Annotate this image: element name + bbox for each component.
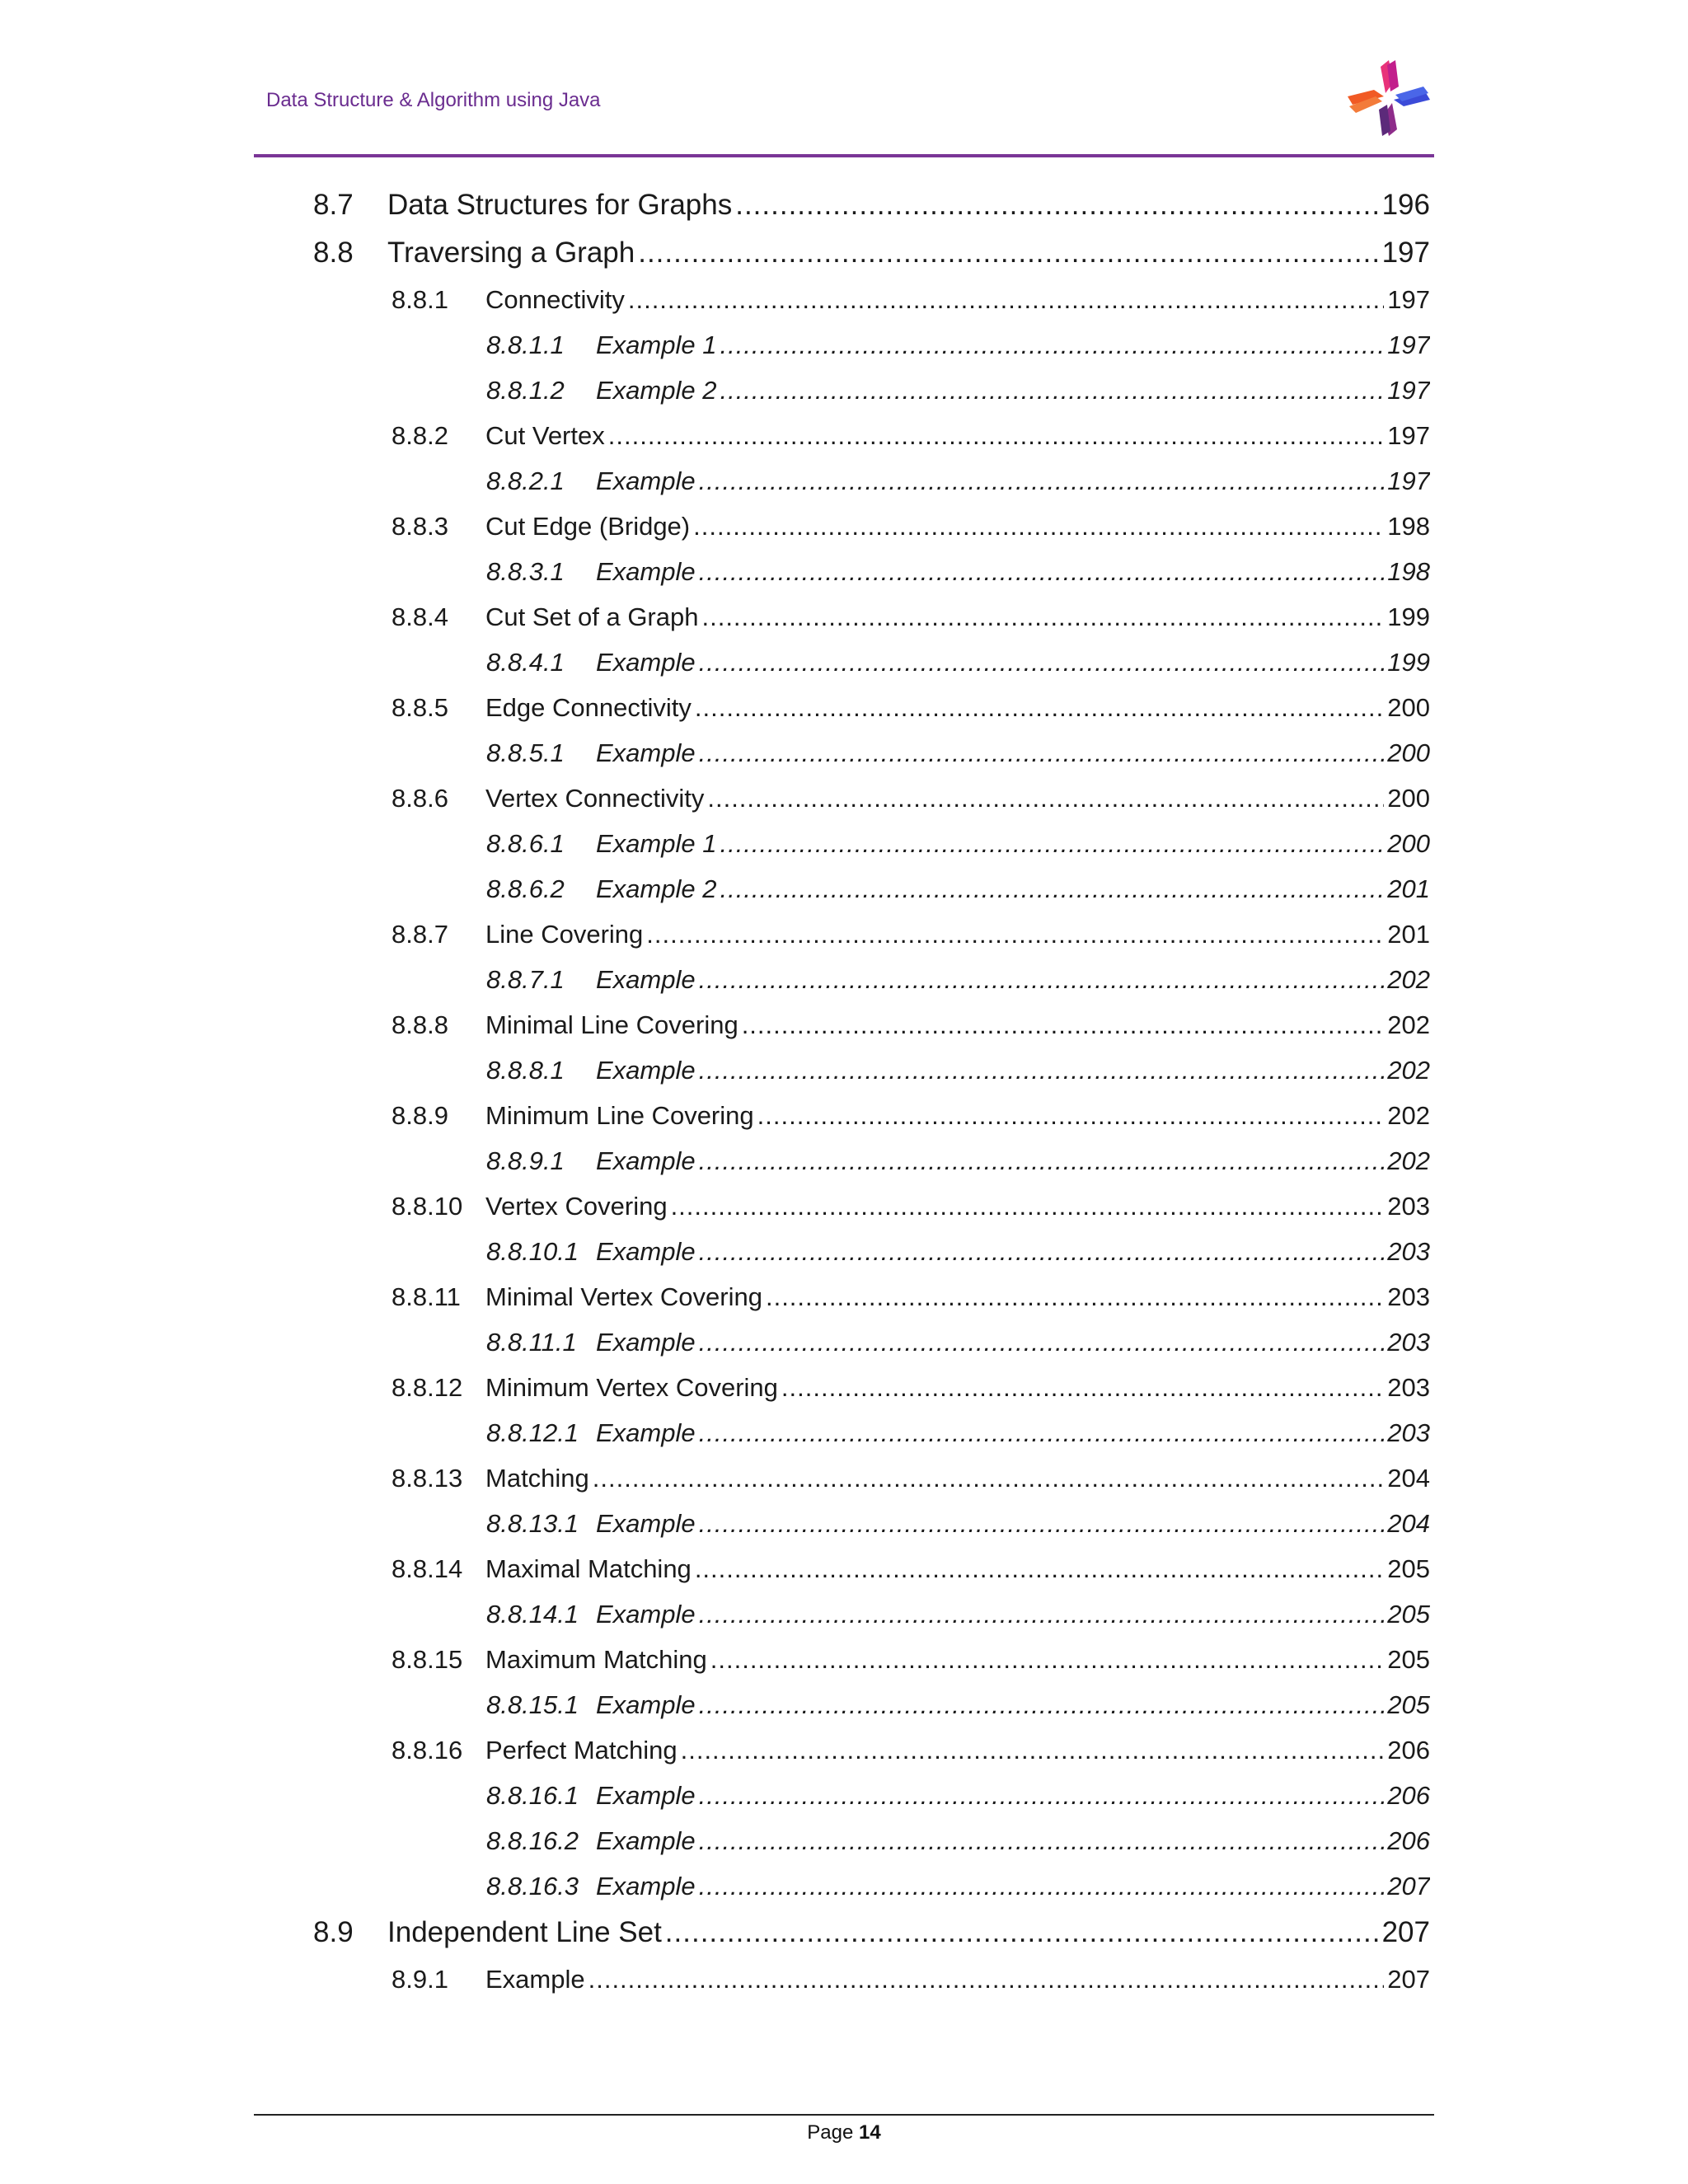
toc-entry-page: 197 — [1381, 237, 1430, 269]
toc-entry-title: Example — [596, 1146, 696, 1175]
toc-entry[interactable] — [313, 866, 1430, 912]
toc-entry-page: 200 — [1387, 738, 1430, 767]
toc-entry-title: Perfect Matching — [485, 1736, 678, 1765]
toc-entry[interactable] — [313, 1909, 1430, 1957]
toc-entry[interactable] — [313, 1682, 1430, 1727]
toc-dot-leader — [710, 1637, 1385, 1682]
toc-entry-number: 8.8.10 — [392, 1192, 463, 1221]
toc-entry-title: Data Structures for Graphs — [387, 189, 733, 221]
page-number: 14 — [859, 2121, 881, 2144]
toc-entry-number: 8.8.14 — [392, 1554, 463, 1583]
toc-entry-number: 8.8.13.1 — [486, 1509, 579, 1538]
toc-entry-number: 8.8.2.1 — [486, 466, 565, 495]
header-divider — [254, 154, 1434, 157]
toc-entry-page: 200 — [1387, 693, 1430, 722]
toc-entry-title: Example 1 — [596, 829, 717, 858]
toc-entry[interactable] — [313, 1002, 1430, 1047]
toc-entry[interactable] — [313, 1274, 1430, 1319]
toc-entry-title: Example — [596, 1237, 696, 1266]
toc-entry-title: Independent Line Set — [387, 1916, 662, 1948]
toc-entry-title: Example — [485, 1965, 585, 1994]
toc-entry-title: Minimal Line Covering — [485, 1010, 738, 1039]
toc-entry-page: 203 — [1387, 1237, 1430, 1266]
toc-entry-page: 206 — [1387, 1826, 1430, 1855]
toc-dot-leader — [646, 912, 1384, 957]
toc-entry-page: 201 — [1387, 874, 1430, 903]
toc-entry[interactable] — [313, 1455, 1430, 1501]
toc-entry[interactable] — [313, 1818, 1430, 1863]
toc-entry[interactable] — [313, 1410, 1430, 1455]
page-number-footer — [0, 2121, 1688, 2144]
toc-entry-title: Maximum Matching — [485, 1645, 707, 1674]
toc-entry-page: 203 — [1387, 1192, 1430, 1221]
toc-entry-number: 8.8.8.1 — [486, 1056, 565, 1085]
toc-entry-title: Connectivity — [485, 285, 625, 314]
toc-entry-number: 8.8.12.1 — [486, 1418, 579, 1447]
toc-entry[interactable] — [313, 1319, 1430, 1365]
toc-entry-number: 8.8.5 — [392, 693, 448, 722]
toc-entry-number: 8.8.9.1 — [486, 1146, 565, 1175]
toc-dot-leader — [720, 322, 1384, 368]
toc-entry[interactable] — [313, 504, 1430, 549]
toc-entry-page: 203 — [1387, 1373, 1430, 1402]
toc-entry-title: Example 2 — [596, 874, 717, 903]
toc-entry[interactable] — [313, 1546, 1430, 1591]
toc-entry-page: 205 — [1387, 1690, 1430, 1719]
toc-entry-page: 205 — [1387, 1600, 1430, 1629]
toc-dot-leader — [695, 685, 1384, 730]
toc-entry-page: 203 — [1387, 1282, 1430, 1311]
toc-entry[interactable] — [313, 1727, 1430, 1773]
toc-entry[interactable] — [313, 229, 1430, 277]
toc-entry[interactable] — [313, 594, 1430, 640]
toc-entry-page: 202 — [1387, 1101, 1430, 1130]
toc-dot-leader — [707, 776, 1384, 821]
toc-entry-page: 204 — [1387, 1464, 1430, 1493]
toc-entry-page: 202 — [1387, 1010, 1430, 1039]
toc-dot-leader — [699, 640, 1385, 685]
toc-entry-page: 203 — [1387, 1418, 1430, 1447]
toc-entry-title: Example — [596, 1600, 696, 1629]
toc-entry-number: 8.8.3.1 — [486, 557, 565, 586]
toc-dot-leader — [638, 229, 1378, 277]
toc-dot-leader — [628, 277, 1384, 322]
toc-dot-leader — [693, 504, 1384, 549]
publisher-logo-icon — [1343, 53, 1434, 143]
toc-entry-page: 200 — [1387, 784, 1430, 813]
toc-entry-title: Traversing a Graph — [387, 237, 635, 269]
toc-entry[interactable] — [313, 368, 1430, 413]
toc-entry[interactable] — [313, 413, 1430, 458]
toc-entry-number: 8.8.11.1 — [486, 1328, 577, 1357]
toc-dot-leader — [699, 1818, 1385, 1863]
toc-entry-page: 204 — [1387, 1509, 1430, 1538]
toc-entry-number: 8.8.6 — [392, 784, 448, 813]
toc-entry-number: 8.9.1 — [392, 1965, 448, 1994]
toc-entry-number: 8.9 — [313, 1916, 354, 1948]
toc-entry-number: 8.8.13 — [392, 1464, 463, 1493]
toc-entry-page: 197 — [1387, 466, 1430, 495]
toc-entry-page: 200 — [1387, 829, 1430, 858]
toc-dot-leader — [699, 957, 1385, 1002]
toc-entry-number: 8.8.16 — [392, 1736, 463, 1765]
toc-entry-number: 8.8.1 — [392, 285, 448, 314]
toc-entry-title: Cut Edge (Bridge) — [485, 512, 691, 541]
toc-entry[interactable] — [313, 730, 1430, 776]
toc-entry-number: 8.8.11 — [392, 1282, 461, 1311]
toc-dot-leader — [699, 1229, 1385, 1274]
toc-entry-number: 8.8.1.2 — [486, 376, 565, 405]
toc-entry[interactable] — [313, 458, 1430, 504]
toc-entry-page: 197 — [1387, 330, 1430, 359]
toc-entry-title: Vertex Covering — [485, 1192, 668, 1221]
toc-entry[interactable] — [313, 1047, 1430, 1093]
toc-entry-number: 8.8.6.2 — [486, 874, 565, 903]
toc-entry-title: Maximal Matching — [485, 1554, 692, 1583]
toc-entry-number: 8.8.15 — [392, 1645, 463, 1674]
toc-entry-title: Example — [596, 1690, 696, 1719]
toc-dot-leader — [588, 1957, 1385, 2002]
toc-entry-title: Cut Set of a Graph — [485, 602, 699, 631]
toc-entry-number: 8.8.16.2 — [486, 1826, 579, 1855]
toc-entry-title: Matching — [485, 1464, 589, 1493]
toc-entry-title: Cut Vertex — [485, 421, 605, 450]
toc-dot-leader — [701, 594, 1384, 640]
toc-entry-title: Example — [596, 738, 696, 767]
toc-dot-leader — [720, 368, 1384, 413]
toc-entry-page: 205 — [1387, 1554, 1430, 1583]
toc-dot-leader — [699, 1410, 1385, 1455]
toc-entry-title: Minimum Vertex Covering — [485, 1373, 778, 1402]
toc-dot-leader — [699, 458, 1385, 504]
toc-dot-leader — [699, 1047, 1385, 1093]
toc-dot-leader — [766, 1274, 1384, 1319]
toc-dot-leader — [699, 1501, 1385, 1546]
toc-entry[interactable] — [313, 1501, 1430, 1546]
toc-entry-page: 199 — [1387, 602, 1430, 631]
toc-dot-leader — [735, 181, 1378, 229]
toc-dot-leader — [699, 730, 1385, 776]
toc-entry-number: 8.8.7.1 — [486, 965, 565, 994]
toc-entry[interactable] — [313, 181, 1430, 229]
toc-entry-title: Edge Connectivity — [485, 693, 692, 722]
toc-entry-number: 8.8.15.1 — [486, 1690, 579, 1719]
toc-entry-page: 201 — [1387, 920, 1430, 949]
toc-dot-leader — [593, 1455, 1384, 1501]
toc-entry-title: Vertex Connectivity — [485, 784, 705, 813]
toc-entry-page: 202 — [1387, 1146, 1430, 1175]
toc-dot-leader — [608, 413, 1385, 458]
toc-dot-leader — [781, 1365, 1384, 1410]
toc-entry-number: 8.8.8 — [392, 1010, 448, 1039]
toc-entry[interactable] — [313, 1229, 1430, 1274]
toc-entry[interactable] — [313, 1637, 1430, 1682]
toc-entry-title: Example — [596, 1826, 696, 1855]
toc-dot-leader — [665, 1909, 1379, 1957]
toc-entry-page: 198 — [1387, 557, 1430, 586]
toc-entry-number: 8.8.5.1 — [486, 738, 565, 767]
toc-entry[interactable] — [313, 1138, 1430, 1183]
toc-entry-title: Minimum Line Covering — [485, 1101, 754, 1130]
document-title: Data Structure & Algorithm using Java — [266, 89, 601, 111]
toc-entry-number: 8.8.7 — [392, 920, 448, 949]
toc-entry-title: Minimal Vertex Covering — [485, 1282, 762, 1311]
toc-entry-page: 206 — [1387, 1736, 1430, 1765]
toc-entry-page: 203 — [1387, 1328, 1430, 1357]
toc-entry-number: 8.8.6.1 — [486, 829, 565, 858]
page-label: Page — [807, 2121, 854, 2144]
toc-dot-leader — [699, 1773, 1385, 1818]
toc-dot-leader — [720, 821, 1384, 866]
toc-entry[interactable] — [313, 1183, 1430, 1229]
toc-entry-page: 196 — [1381, 189, 1430, 221]
toc-entry-page: 207 — [1387, 1872, 1430, 1900]
toc-entry-title: Example — [596, 1328, 696, 1357]
toc-entry-title: Example 2 — [596, 376, 717, 405]
toc-dot-leader — [671, 1183, 1385, 1229]
toc-entry[interactable] — [313, 1591, 1430, 1637]
toc-entry-title: Example — [596, 557, 696, 586]
toc-entry-number: 8.8.16.1 — [486, 1781, 579, 1810]
toc-entry[interactable] — [313, 1093, 1430, 1138]
toc-entry-number: 8.8.3 — [392, 512, 448, 541]
toc-entry-page: 198 — [1387, 512, 1430, 541]
toc-dot-leader — [720, 866, 1384, 912]
toc-entry-page: 199 — [1387, 648, 1430, 677]
toc-entry-title: Example — [596, 1056, 696, 1085]
toc-entry[interactable] — [313, 322, 1430, 368]
toc-entry-number: 8.8.10.1 — [486, 1237, 579, 1266]
toc-entry[interactable] — [313, 277, 1430, 322]
toc-dot-leader — [699, 1138, 1385, 1183]
toc-entry-title: Example — [596, 1509, 696, 1538]
toc-entry[interactable] — [313, 1957, 1430, 2002]
toc-entry-title: Example 1 — [596, 330, 717, 359]
toc-entry-title: Line Covering — [485, 920, 644, 949]
toc-entry-number: 8.8.14.1 — [486, 1600, 579, 1629]
toc-dot-leader — [699, 1682, 1385, 1727]
table-of-contents — [313, 181, 1430, 2002]
toc-entry-page: 202 — [1387, 965, 1430, 994]
toc-dot-leader — [757, 1093, 1385, 1138]
toc-entry-number: 8.8.16.3 — [486, 1872, 579, 1900]
toc-entry[interactable] — [313, 912, 1430, 957]
toc-entry[interactable] — [313, 549, 1430, 594]
toc-dot-leader — [699, 1863, 1385, 1909]
toc-dot-leader — [695, 1546, 1384, 1591]
toc-entry-page: 197 — [1387, 285, 1430, 314]
toc-entry-number: 8.8.4 — [392, 602, 448, 631]
toc-entry[interactable] — [313, 957, 1430, 1002]
toc-entry-page: 197 — [1387, 376, 1430, 405]
toc-entry-title: Example — [596, 965, 696, 994]
toc-entry-page: 206 — [1387, 1781, 1430, 1810]
toc-entry-number: 8.8.4.1 — [486, 648, 565, 677]
toc-entry[interactable] — [313, 1773, 1430, 1818]
toc-entry[interactable] — [313, 1365, 1430, 1410]
toc-entry-number: 8.8.1.1 — [486, 330, 565, 359]
toc-entry-number: 8.8 — [313, 237, 354, 269]
toc-dot-leader — [681, 1727, 1385, 1773]
toc-entry-number: 8.7 — [313, 189, 354, 221]
toc-dot-leader — [699, 549, 1385, 594]
toc-entry-number: 8.8.12 — [392, 1373, 463, 1402]
toc-entry[interactable] — [313, 640, 1430, 685]
toc-entry[interactable] — [313, 821, 1430, 866]
toc-dot-leader — [699, 1591, 1385, 1637]
toc-entry-page: 207 — [1387, 1965, 1430, 1994]
toc-entry-title: Example — [596, 466, 696, 495]
toc-entry-page: 197 — [1387, 421, 1430, 450]
toc-dot-leader — [742, 1002, 1385, 1047]
toc-entry-page: 205 — [1387, 1645, 1430, 1674]
toc-entry-number: 8.8.2 — [392, 421, 448, 450]
toc-entry-title: Example — [596, 1781, 696, 1810]
toc-entry[interactable] — [313, 1863, 1430, 1909]
toc-entry-title: Example — [596, 1418, 696, 1447]
page-header — [254, 82, 1434, 157]
toc-entry-number: 8.8.9 — [392, 1101, 448, 1130]
toc-entry-page: 202 — [1387, 1056, 1430, 1085]
toc-entry[interactable] — [313, 776, 1430, 821]
toc-dot-leader — [699, 1319, 1385, 1365]
toc-entry[interactable] — [313, 685, 1430, 730]
toc-entry-title: Example — [596, 1872, 696, 1900]
toc-entry-page: 207 — [1381, 1916, 1430, 1948]
footer-divider — [254, 2114, 1434, 2116]
toc-entry-title: Example — [596, 648, 696, 677]
